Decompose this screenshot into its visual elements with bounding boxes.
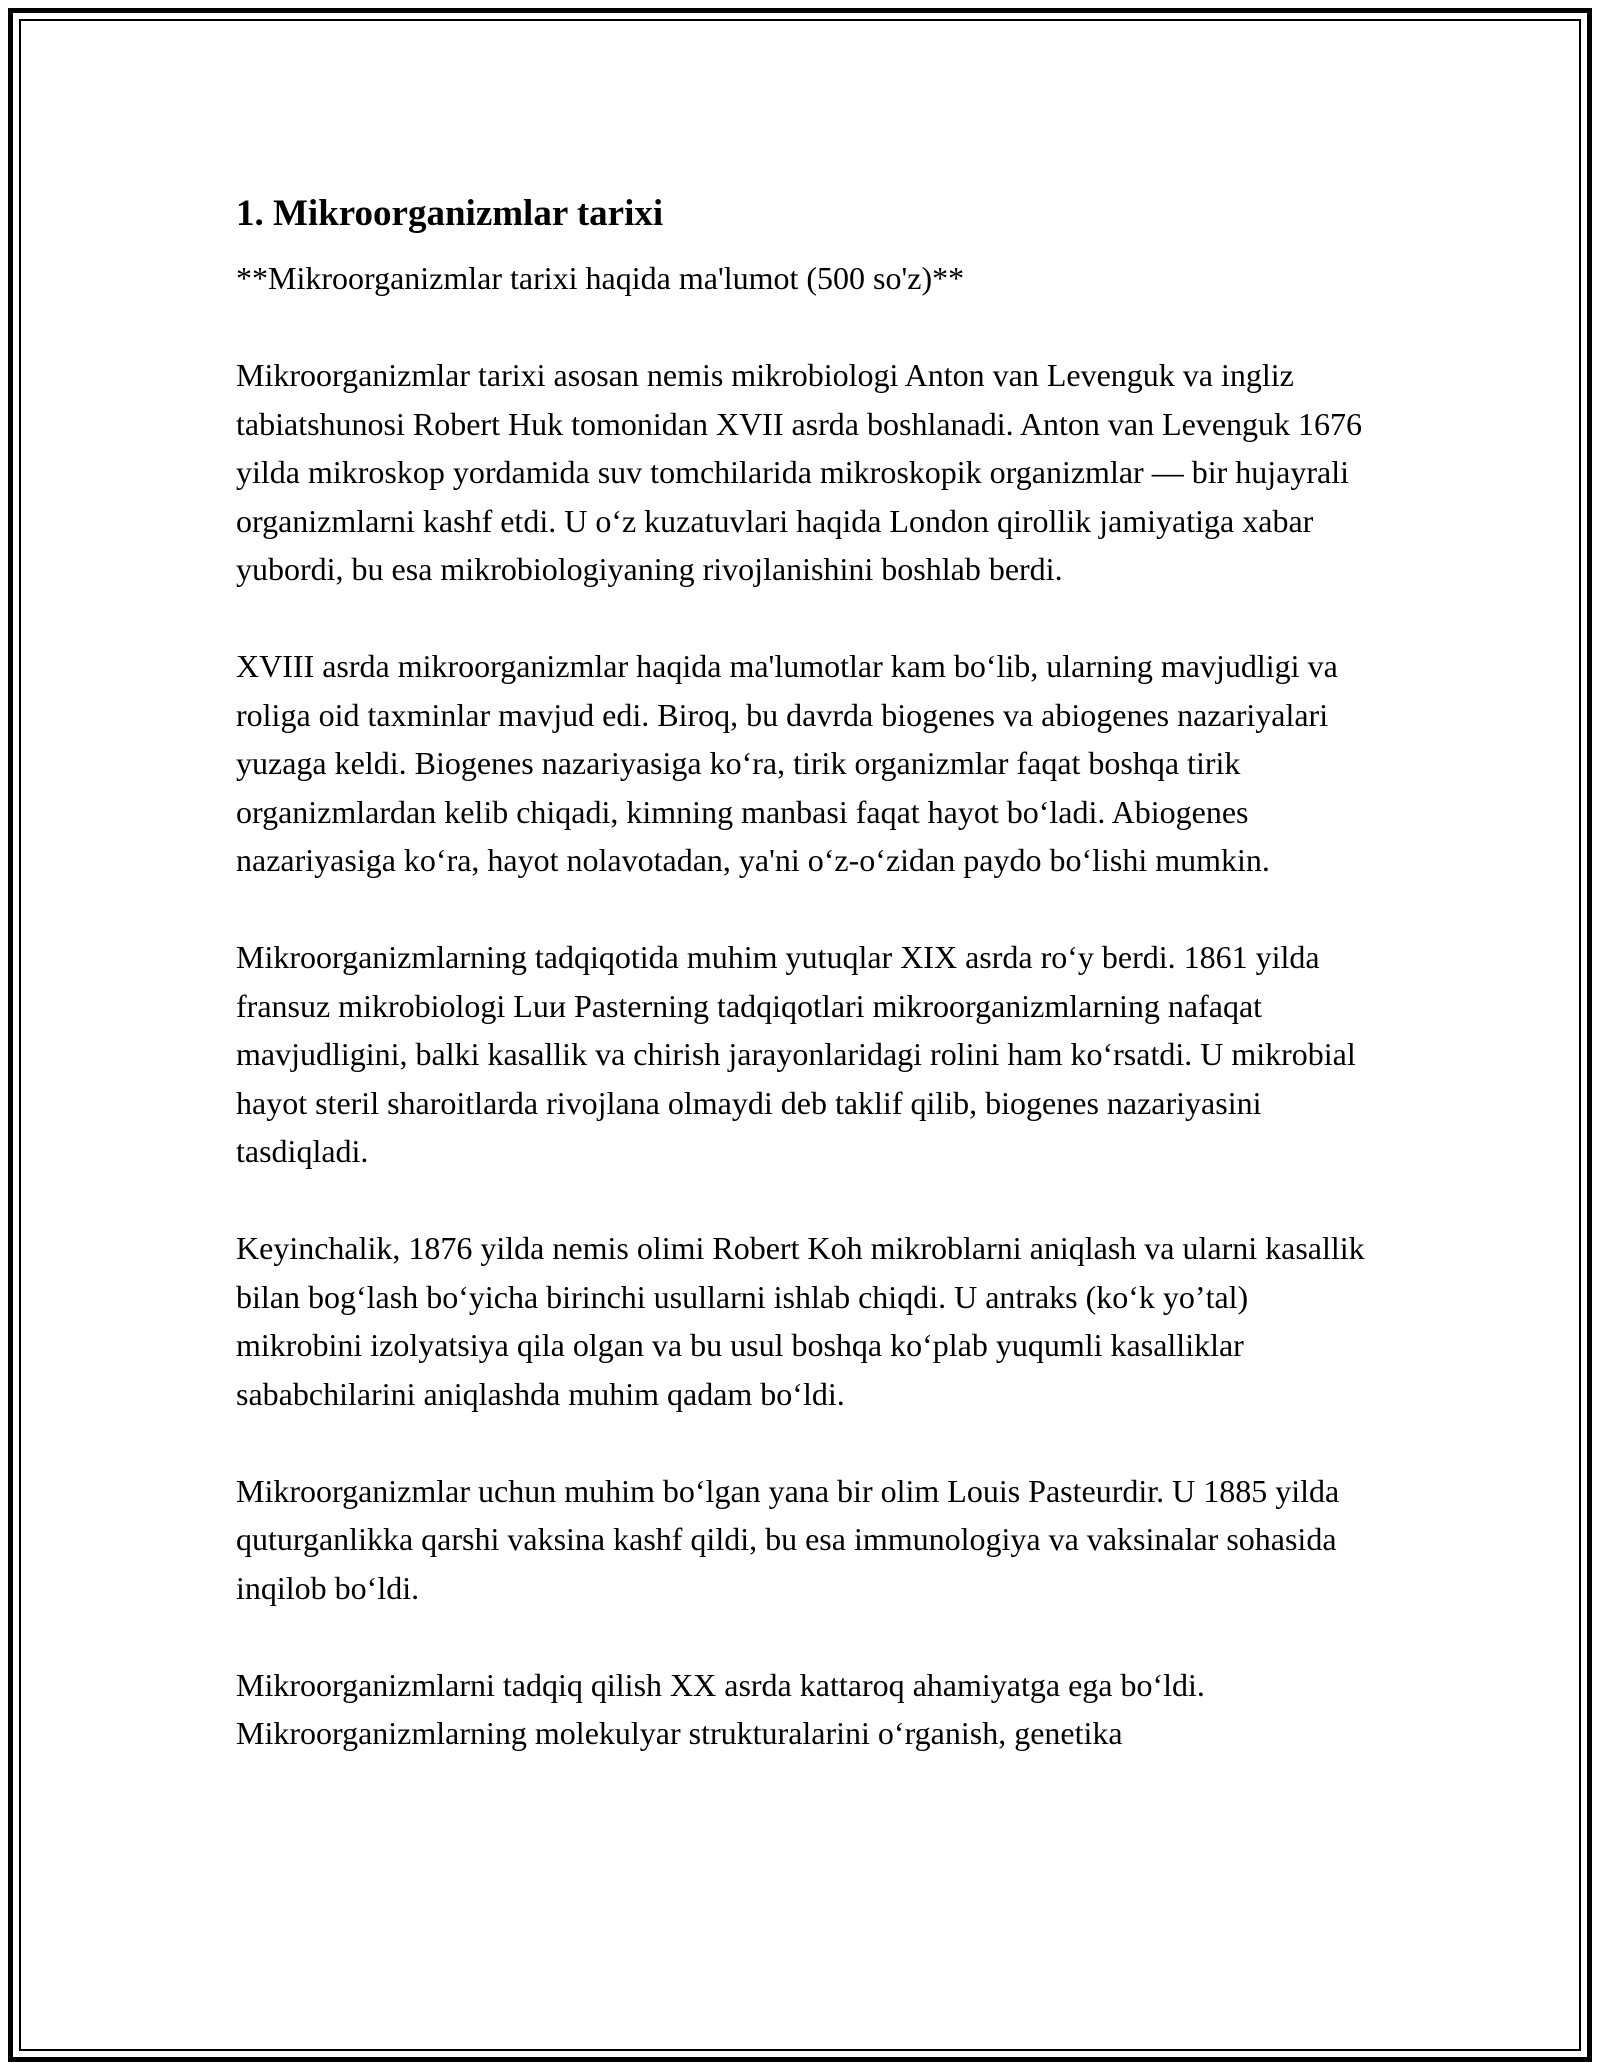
paragraph: Keyinchalik, 1876 yilda nemis olimi Robert Koh mikroblarni aniqlash va ularni kasallik bilan bogʻlash boʻyicha birinchi usullarni ishlab chiqdi. U antraks (koʻk yoʼtal) mikrobini izolyatsiya qila olgan va bu usul boshqa koʻplab yuqumli kasalliklar sababchilarini aniqlashda muhim qadam boʻldi. (236, 1230, 1365, 1412)
paragraph: XVIII asrda mikroorganizmlar haqida ma'lumotlar kam boʻlib, ularning mavjudligi va roliga oid taxminlar mavjud edi. Biroq, bu davrda biogenes va abiogenes nazariyalari yuzaga keldi. Biogenes nazariyasiga koʻra, tirik organizmlar faqat boshqa tirik organizmlardan kelib chiqadi, kimning manbasi faqat hayot boʻladi. Abiogenes nazariyasiga koʻra, hayot nolavotadan, ya'ni oʻz-oʻzidan paydo boʻlishi mumkin. (236, 648, 1338, 878)
paragraph: Mikroorganizmlarning tadqiqotida muhim yutuqlar XIX asrda roʻy berdi. 1861 yilda fransuz mikrobiologi Luи Pasterning tadqiqotlari mikroorganizmlarning nafaqat mavjudligini, balki kasallik va chirish jarayonlaridagi rolini ham koʻrsatdi. U mikrobial hayot steril sharoitlarda rivojlana olmaydi deb taklif qilib, biogenes nazariyasini tasdiqladi. (236, 939, 1356, 1169)
document-body (236, 186, 1376, 1758)
paragraph: Mikroorganizmlar tarixi asosan nemis mikrobiologi Anton van Levenguk va ingliz tabiatshunosi Robert Huk tomonidan XVII asrda boshlanadi. Anton van Levenguk 1676 yilda mikroskop yordamida suv tomchilarida mikroskopik organizmlar — bir hujayrali organizmlarni kashf etdi. U oʻz kuzatuvlari haqida London qirollik jamiyatiga xabar yubordi, bu esa mikrobiologiyaning rivojlanishini boshlab berdi. (236, 357, 1363, 587)
paragraph: Mikroorganizmlar uchun muhim boʻlgan yana bir olim Louis Pasteurdir. U 1885 yilda quturganlikka qarshi vaksina kashf qildi, bu esa immunologiya va vaksinalar sohasida inqilob boʻldi. (236, 1472, 1340, 1606)
section-heading: 1. Mikroorganizmlar tarixi (236, 193, 664, 234)
paragraph: Mikroorganizmlarni tadqiq qilish XX asrda kattaroq ahamiyatga ega boʻldi. Mikroorganizmlarning molekulyar strukturalarini oʻrganish, genetika (236, 1666, 1205, 1751)
intro-line: **Mikroorganizmlar tarixi haqida ma'lumot (500 so'z)** (236, 260, 965, 296)
